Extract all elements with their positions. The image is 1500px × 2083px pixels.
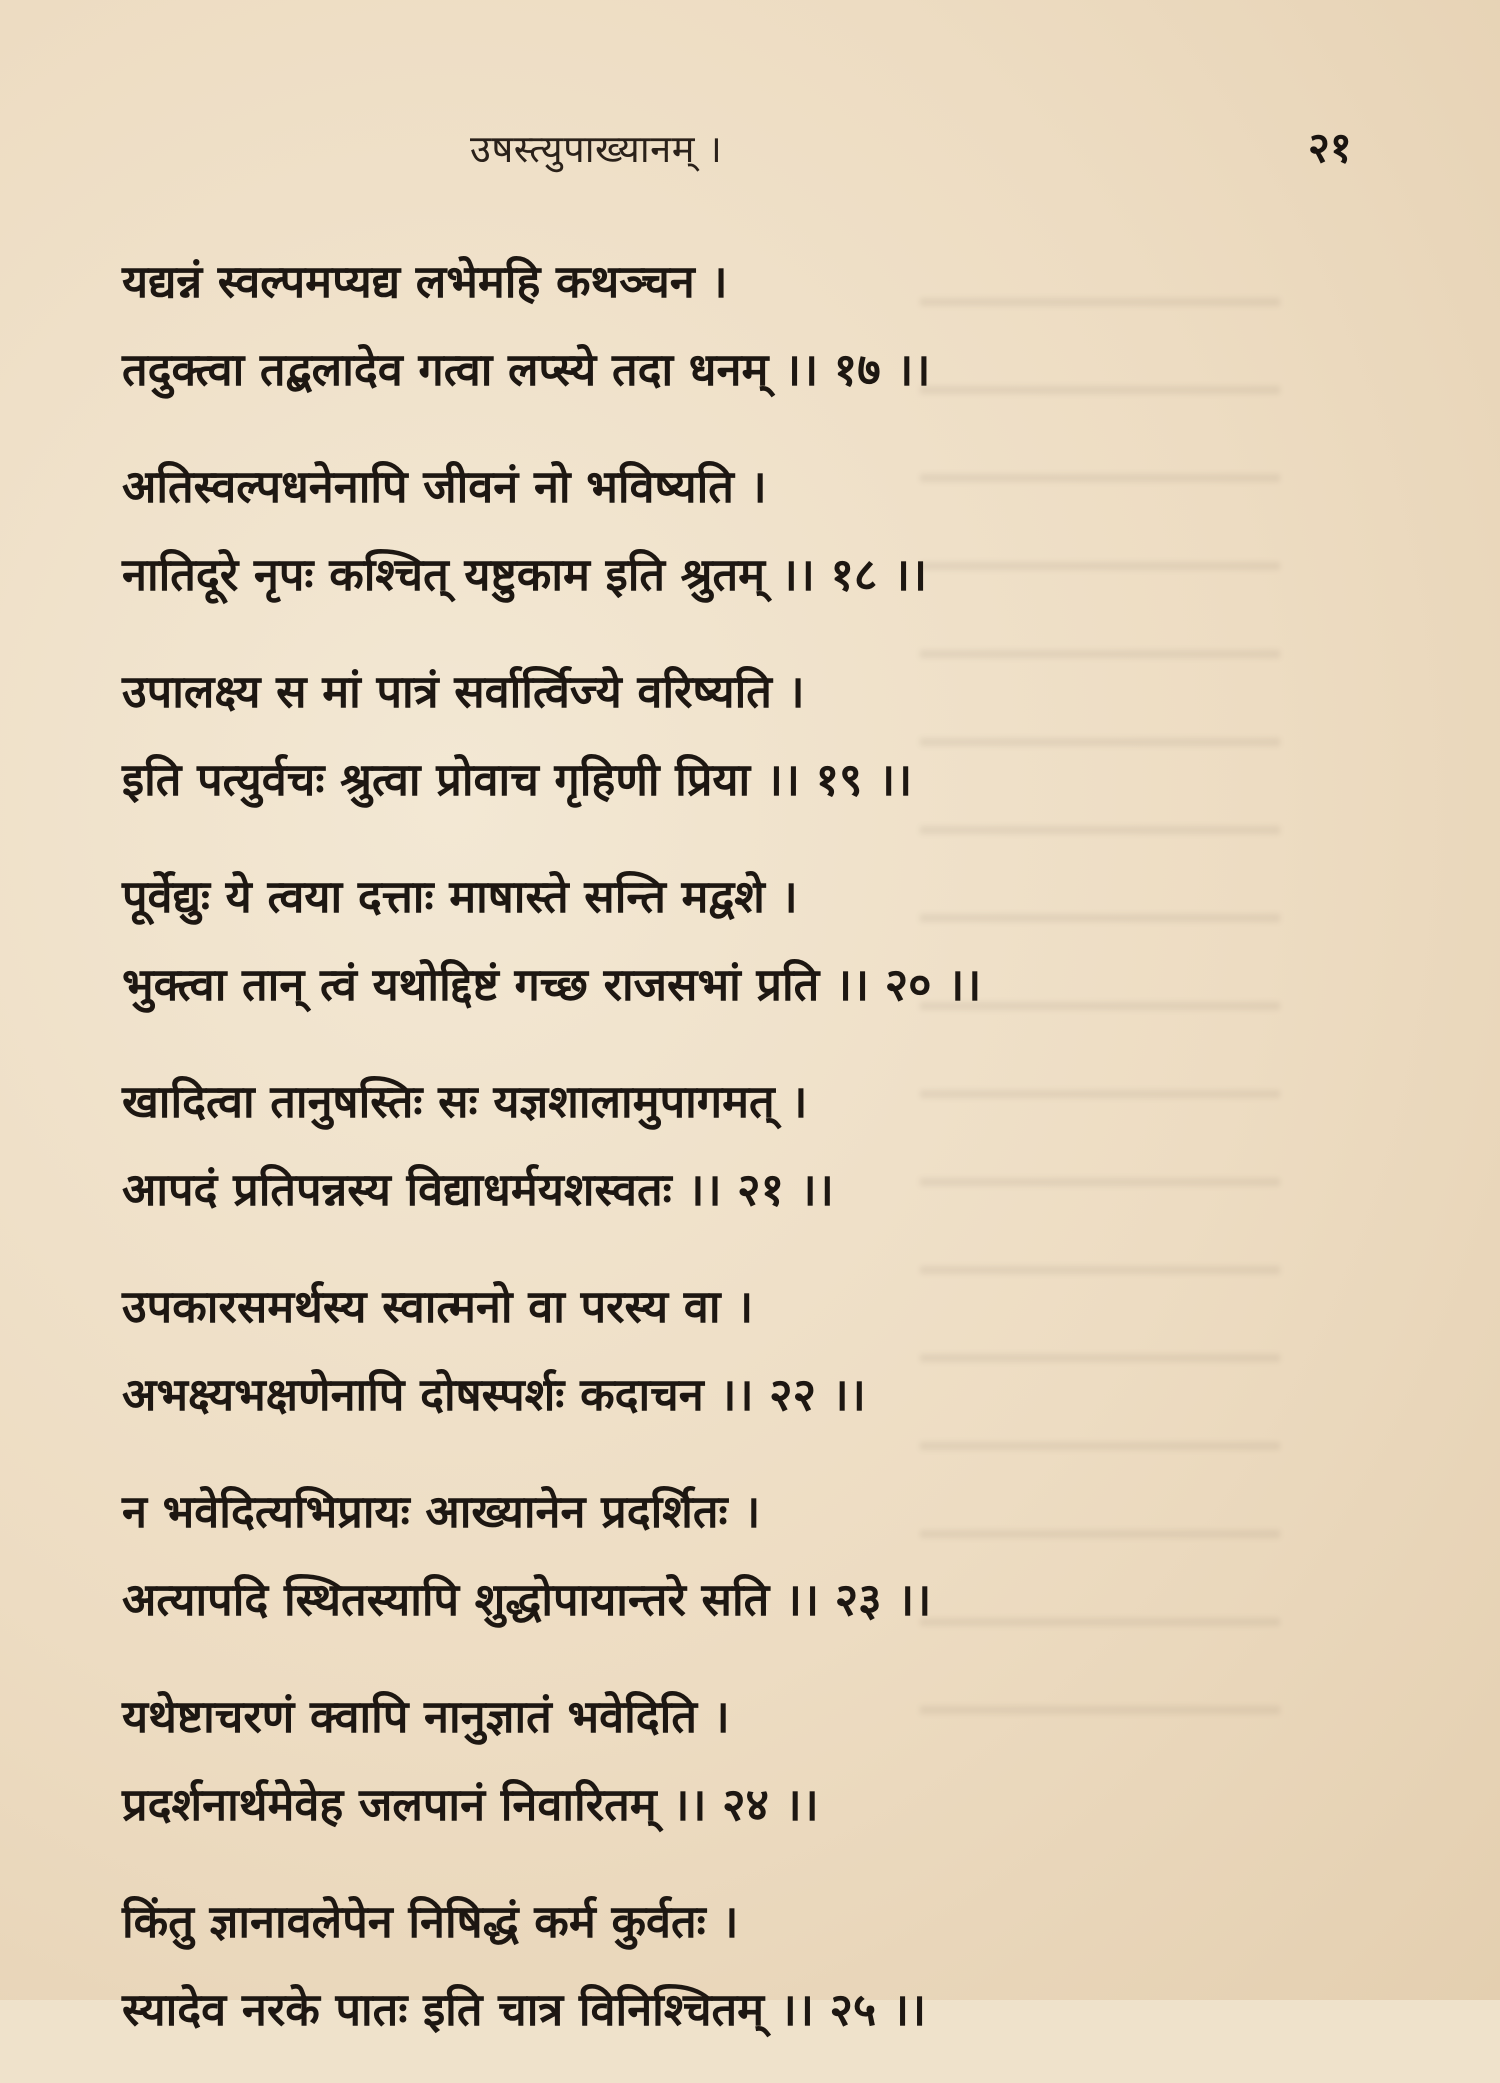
verse-19: [122, 648, 1382, 824]
verse-line: किंतु ज्ञानावलेपेन निषिद्धं कर्म कुर्वतः ।: [122, 1895, 739, 1948]
verse-line: यथेष्टाचरणं क्वापि नानुज्ञातं भवेदिति ।: [122, 1690, 730, 1743]
verse-17: [122, 238, 1382, 414]
verse-line: अतिस्वल्पधनेनापि जीवनं नो भविष्यति ।: [122, 460, 767, 513]
verse-21: [122, 1058, 1382, 1234]
verse-22: [122, 1263, 1382, 1439]
verse-line: खादित्वा तानुषस्तिः सः यज्ञशालामुपागमत् ।: [122, 1075, 808, 1128]
verse-line: प्रदर्शनार्थमेवेह जलपानं निवारितम् ।। २४ ।।: [122, 1778, 819, 1831]
verse-line: उपालक्ष्य स मां पात्रं सर्वार्त्विज्ये वरिष्यति ।: [122, 665, 805, 718]
verse-line: अभक्ष्यभक्षणेनापि दोषस्पर्शः कदाचन ।। २२ ।।: [122, 1368, 866, 1421]
verse-line: तदुक्त्वा तद्बलादेव गत्वा लप्स्ये तदा धनम् ।। १७ ।।: [122, 343, 931, 396]
verse-line: पूर्वेद्युः ये त्वया दत्ताः माषास्ते सन्ति मद्वशे ।: [122, 870, 798, 923]
verse-25: [122, 1878, 1382, 2054]
verse-20: [122, 853, 1382, 1029]
verse-line: नातिदूरे नृपः कश्चित् यष्टुकाम इति श्रुतम् ।। १८ ।।: [122, 548, 928, 601]
verse-list: [122, 238, 1382, 2083]
verse-line: इति पत्युर्वचः श्रुत्वा प्रोवाच गृहिणी प्रिया ।। १९ ।।: [122, 753, 913, 806]
verse-line: भुक्त्वा तान् त्वं यथोद्दिष्टं गच्छ राजसभां प्रति ।। २० ।।: [122, 958, 982, 1011]
verse-line: स्यादेव नरके पातः इति चात्र विनिश्चितम् ।। २५ ।।: [122, 1983, 927, 2036]
running-title: उषस्त्युपाख्यानम् ।: [470, 127, 723, 171]
verse-line: उपकारसमर्थस्य स्वात्मनो वा परस्य वा ।: [122, 1280, 754, 1333]
page-number: २१: [1308, 123, 1352, 172]
verse-18: [122, 443, 1382, 619]
verse-line: आपदं प्रतिपन्नस्य विद्याधर्मयशस्वतः ।। २१ ।।: [122, 1163, 834, 1216]
verse-line: अत्यापदि स्थितस्यापि शुद्धोपायान्तरे सति ।। २३ ।।: [122, 1573, 932, 1626]
verse-line: न भवेदित्यभिप्रायः आख्यानेन प्रदर्शितः ।: [122, 1485, 761, 1538]
verse-23: [122, 1468, 1382, 1644]
verse-line: यद्यन्नं स्वल्पमप्यद्य लभेमहि कथञ्चन ।: [122, 255, 728, 308]
page-header: [0, 122, 1500, 178]
verse-24: [122, 1673, 1382, 1849]
